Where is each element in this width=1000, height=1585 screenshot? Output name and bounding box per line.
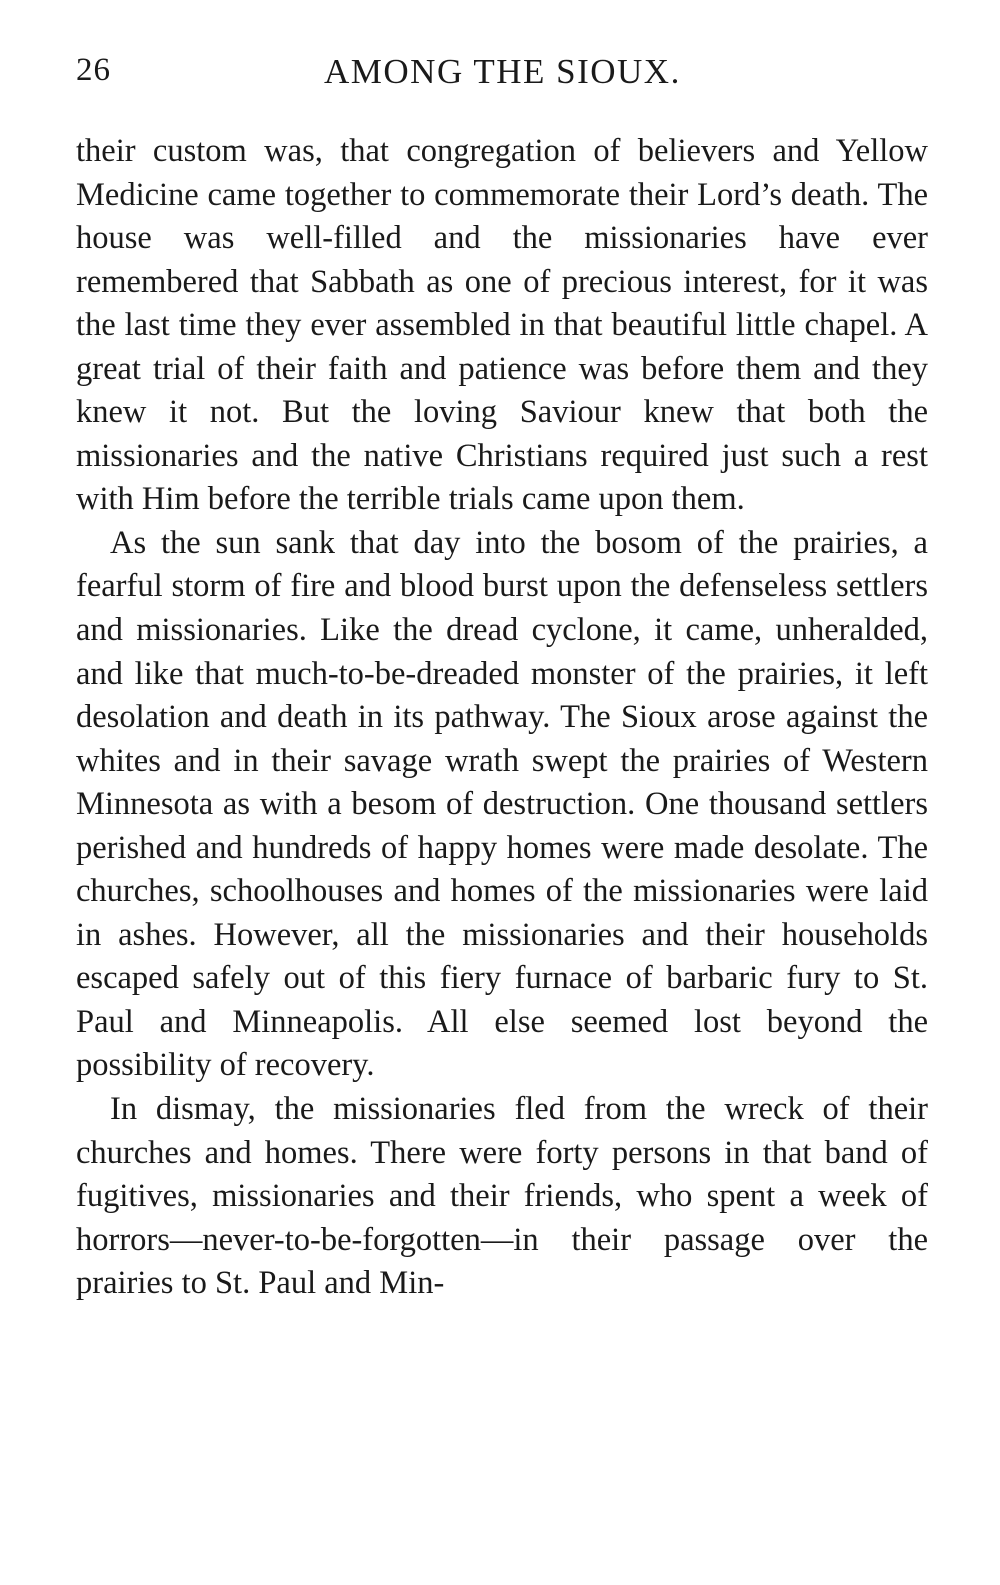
paragraph-flight: In dismay, the missionaries fled from the wreck of their churches and homes. There were forty persons in that band of fugitives, missionaries and their friends, who spent a week of horrors—never-to-be-forgotten—in their passage over the prairies to St. Paul and Min- [76, 1091, 928, 1302]
running-title: AMONG THE SIOUX. [324, 52, 681, 91]
paragraph-storm: As the sun sank that day into the bosom of the prairies, a fearful storm of fire and blood burst upon the defenseless settlers and missionaries. Like the dread cyclone, it came, unheralded, and like that much-to-be-dreaded monster of the prairies, it left desolation and death in its pathway. The Sioux arose against the whites and in their savage wrath swept the prairies of Western Minnesota as with a besom of destruction. One thousand settlers perished and hundreds of happy homes were made desolate. The churches, schoolhouses and homes of the missionaries were laid in ashes. However, all the missionaries and their households escaped safely out of this fiery furnace of barbaric fury to St. Paul and Minneapolis. All else seemed lost beyond the possibility of recovery. [76, 524, 928, 1084]
page-number: 26 [76, 52, 111, 88]
body-text [76, 130, 928, 1306]
paragraph-continuation: their custom was, that congregation of believers and Yellow Medicine came together to commemorate their Lord’s death. The house was well-filled and the missionaries have ever remembered that Sabbath as one of precious interest, for it was the last time they ever assembled in that beautiful little chapel. A great trial of their faith and patience was before them and they knew it not. But the loving Saviour knew that both the missionaries and the native Christians required just such a rest with Him before the terrible trials came upon them. [76, 133, 928, 518]
page-header [76, 52, 928, 102]
